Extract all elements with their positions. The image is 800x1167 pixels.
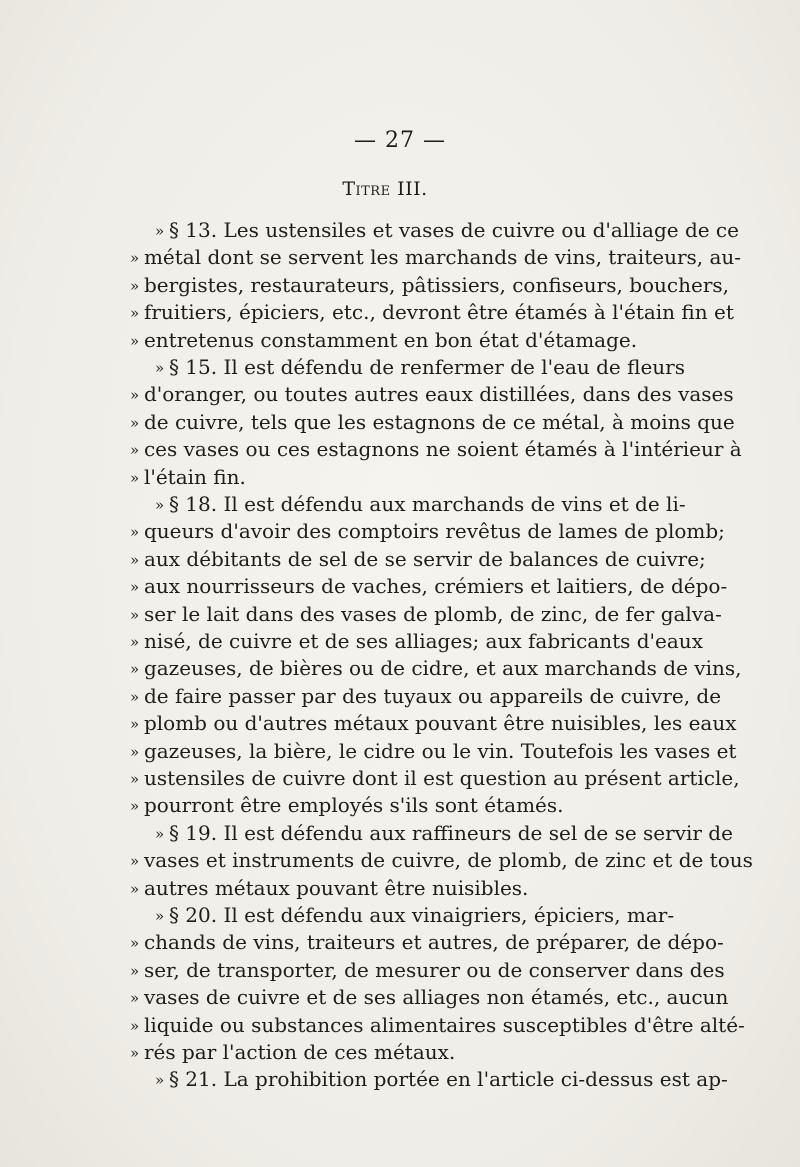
- line-text: d'oranger, ou toutes autres eaux distillées, dans des vases: [143, 382, 734, 407]
- text-line: [130, 271, 730, 299]
- text-line: [130, 764, 740, 792]
- line-text: vases de cuivre et de ses alliages non étamés, etc., aucun: [143, 985, 729, 1010]
- quote-mark: »: [155, 1071, 169, 1090]
- text-line: [130, 654, 742, 682]
- line-text: aux nourrisseurs de vaches, crémiers et laitiers, de dépo-: [143, 574, 728, 599]
- page-number: — 27 —: [354, 128, 446, 153]
- text-line: [130, 791, 630, 819]
- line-text: pourront être employés s'ils sont étamés.: [143, 793, 564, 818]
- text-line: [130, 846, 753, 874]
- quote-mark: »: [130, 523, 144, 542]
- quote-mark: »: [130, 441, 144, 460]
- quote-mark: »: [130, 715, 144, 734]
- line-text: liquide ou substances alimentaires susceptibles d'être alté-: [143, 1012, 745, 1037]
- line-text: § 18. Il est défendu aux marchands de vins et de li-: [168, 492, 686, 516]
- line-text: ser le lait dans des vases de plomb, de zinc, de fer galva-: [143, 601, 722, 626]
- quote-mark: »: [155, 496, 169, 514]
- quote-mark: »: [130, 961, 144, 980]
- quote-mark: »: [130, 633, 144, 651]
- line-text: l'étain fin.: [143, 464, 246, 489]
- line-text: aux débitants de sel de se servir de balances de cuivre;: [143, 546, 706, 571]
- text-line: [130, 243, 742, 271]
- text-line: [155, 490, 686, 518]
- quote-mark: »: [130, 1044, 144, 1062]
- line-text: chands de vins, traiteurs et autres, de préparer, de dépo-: [143, 930, 724, 955]
- line-text: ustensiles de cuivre dont il est question au présent article,: [143, 766, 740, 790]
- text-line: [130, 983, 729, 1011]
- text-line: [130, 737, 737, 765]
- quote-mark: »: [130, 276, 144, 295]
- text-line: [155, 901, 675, 929]
- quote-mark: »: [130, 989, 144, 1008]
- text-line: [130, 326, 638, 354]
- line-text: vases et instruments de cuivre, de plomb, de zinc et de tous: [143, 848, 753, 873]
- line-text: fruitiers, épiciers, etc., devront être étamés à l'étain fin et: [143, 300, 734, 325]
- text-line: [130, 874, 630, 902]
- text-line: [130, 627, 703, 655]
- section-title: Titre III.: [342, 178, 428, 200]
- line-text: ces vases ou ces estagnons ne soient étamés à l'intérieur à: [143, 437, 742, 462]
- text-line: [130, 572, 728, 600]
- quote-mark: »: [130, 770, 144, 788]
- text-line: [130, 682, 722, 710]
- text-line: [130, 709, 737, 737]
- text-line: [130, 956, 725, 984]
- text-line: [130, 1038, 630, 1066]
- line-text: gazeuses, de bières ou de cidre, et aux marchands de vins,: [143, 656, 742, 681]
- quote-mark: »: [130, 386, 144, 405]
- line-text: § 15. Il est défendu de renfermer de l'eau de fleurs: [168, 355, 685, 379]
- line-text: nisé, de cuivre et de ses alliages; aux fabricants d'eaux: [143, 629, 703, 653]
- line-text: § 19. Il est défendu aux raffineurs de sel de se servir de: [168, 820, 733, 845]
- quote-mark: »: [130, 934, 144, 953]
- line-text: § 13. Les ustensiles et vases de cuivre ou d'alliage de ce: [168, 218, 739, 242]
- quote-mark: »: [130, 660, 144, 679]
- quote-mark: »: [130, 1016, 144, 1035]
- line-text: autres métaux pouvant être nuisibles.: [143, 875, 529, 900]
- quote-mark: »: [130, 742, 144, 761]
- line-text: § 21. La prohibition portée en l'article ci-dessus est ap-: [168, 1067, 728, 1092]
- text-line: [130, 928, 724, 956]
- text-line: [130, 1011, 745, 1039]
- quote-mark: »: [130, 578, 144, 597]
- quote-mark: »: [130, 331, 144, 350]
- line-text: queurs d'avoir des comptoirs revêtus de lames de plomb;: [143, 519, 725, 544]
- line-text: § 20. Il est défendu aux vinaigriers, épiciers, mar-: [168, 903, 675, 927]
- quote-mark: »: [130, 879, 144, 898]
- quote-mark: »: [155, 907, 169, 925]
- quote-mark: »: [130, 413, 144, 432]
- line-text: bergistes, restaurateurs, pâtissiers, confiseurs, bouchers,: [143, 272, 730, 297]
- text-line: [130, 408, 735, 436]
- text-line: [130, 435, 742, 463]
- quote-mark: »: [155, 359, 169, 377]
- quote-mark: »: [130, 468, 144, 487]
- line-text: de cuivre, tels que les estagnons de ce métal, à moins que: [143, 409, 735, 434]
- quote-mark: »: [155, 824, 169, 843]
- line-text: entretenus constamment en bon état d'étamage.: [143, 327, 638, 352]
- text-line: [130, 298, 734, 326]
- text-line: [130, 463, 630, 491]
- line-text: plomb ou d'autres métaux pouvant être nuisibles, les eaux: [143, 711, 737, 736]
- quote-mark: »: [130, 550, 144, 569]
- text-line: [130, 517, 725, 545]
- quote-mark: »: [130, 249, 144, 268]
- quote-mark: »: [130, 304, 144, 323]
- quote-mark: »: [155, 222, 169, 240]
- line-text: métal dont se servent les marchands de vins, traiteurs, au-: [143, 245, 742, 270]
- text-line: [155, 353, 685, 381]
- quote-mark: »: [130, 687, 144, 706]
- text-line: [130, 380, 734, 408]
- text-line: [155, 216, 739, 244]
- text-line: [130, 545, 706, 573]
- quote-mark: »: [130, 797, 144, 816]
- text-line: [155, 819, 733, 847]
- quote-mark: »: [130, 852, 144, 871]
- line-text: ser, de transporter, de mesurer ou de conserver dans des: [143, 957, 725, 982]
- quote-mark: »: [130, 605, 144, 624]
- line-text: rés par l'action de ces métaux.: [143, 1040, 456, 1064]
- line-text: de faire passer par des tuyaux ou appareils de cuivre, de: [143, 683, 722, 708]
- line-text: gazeuses, la bière, le cidre ou le vin. Toutefois les vases et: [143, 738, 737, 763]
- text-line: [155, 1065, 728, 1093]
- text-line: [130, 600, 722, 628]
